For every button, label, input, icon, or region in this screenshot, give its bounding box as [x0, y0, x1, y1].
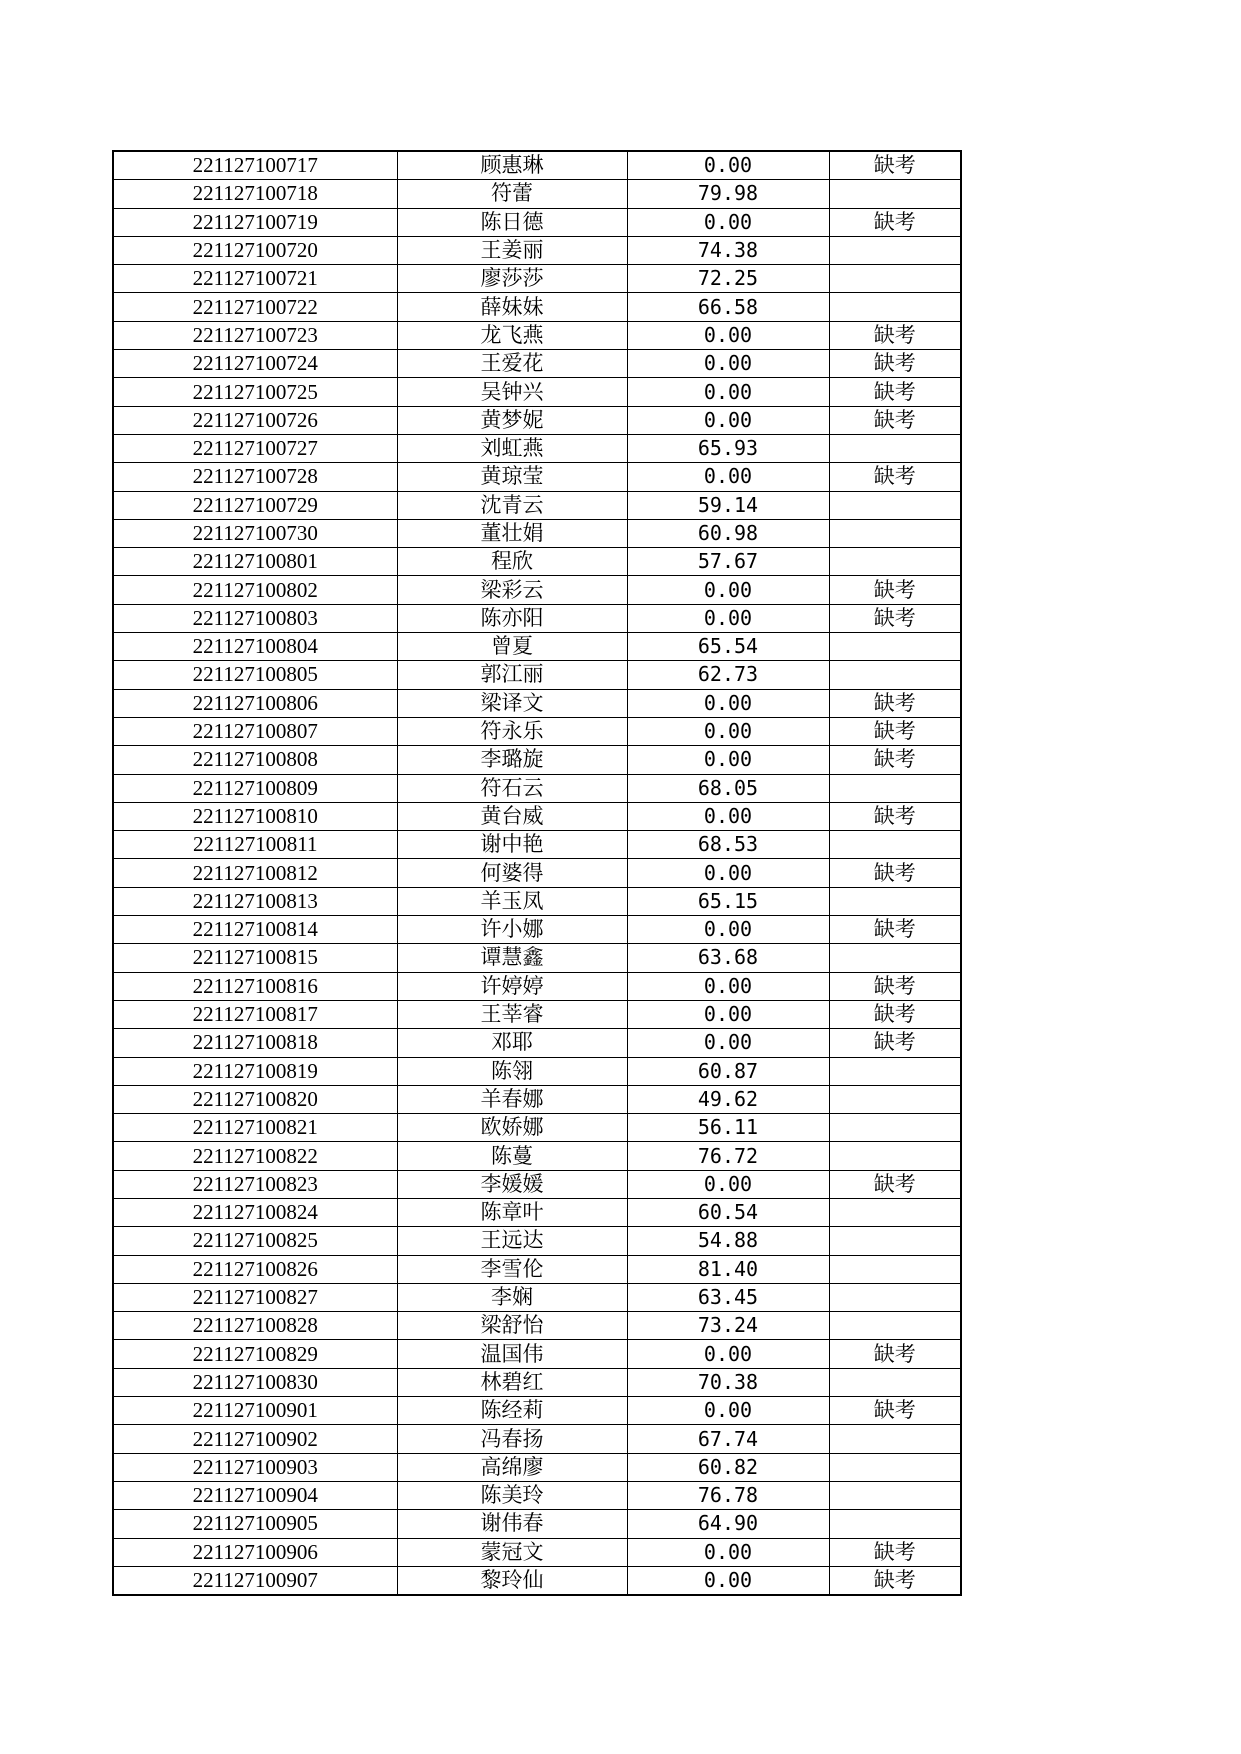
table-row — [113, 802, 961, 830]
candidate-id-cell: 221127100812 — [113, 859, 397, 887]
candidate-name-cell: 高绵廖 — [397, 1453, 627, 1481]
remark-cell — [829, 1255, 961, 1283]
table-row — [113, 1397, 961, 1425]
score-cell: 0.00 — [627, 859, 829, 887]
table-row — [113, 831, 961, 859]
candidate-id-cell: 221127100720 — [113, 236, 397, 264]
candidate-name-cell: 吴钟兴 — [397, 378, 627, 406]
candidate-id-cell: 221127100811 — [113, 831, 397, 859]
table-row — [113, 944, 961, 972]
candidate-id-cell: 221127100824 — [113, 1198, 397, 1226]
score-cell: 63.68 — [627, 944, 829, 972]
table-row — [113, 1481, 961, 1509]
remark-cell — [829, 661, 961, 689]
score-cell: 0.00 — [627, 916, 829, 944]
remark-cell — [829, 491, 961, 519]
remark-cell — [829, 1283, 961, 1311]
table-row — [113, 236, 961, 264]
candidate-name-cell: 符石云 — [397, 774, 627, 802]
candidate-id-cell: 221127100813 — [113, 887, 397, 915]
candidate-name-cell: 陈经莉 — [397, 1397, 627, 1425]
table-row — [113, 1340, 961, 1368]
remark-cell: 缺考 — [829, 463, 961, 491]
score-cell: 63.45 — [627, 1283, 829, 1311]
score-cell: 0.00 — [627, 802, 829, 830]
table-row — [113, 321, 961, 349]
candidate-id-cell: 221127100728 — [113, 463, 397, 491]
candidate-id-cell: 221127100727 — [113, 434, 397, 462]
score-cell: 60.54 — [627, 1198, 829, 1226]
score-cell: 70.38 — [627, 1368, 829, 1396]
table-row — [113, 293, 961, 321]
remark-cell: 缺考 — [829, 1340, 961, 1368]
candidate-name-cell: 曾夏 — [397, 633, 627, 661]
candidate-name-cell: 沈青云 — [397, 491, 627, 519]
score-cell: 0.00 — [627, 350, 829, 378]
candidate-name-cell: 龙飞燕 — [397, 321, 627, 349]
candidate-id-cell: 221127100722 — [113, 293, 397, 321]
score-cell: 0.00 — [627, 378, 829, 406]
candidate-id-cell: 221127100901 — [113, 1397, 397, 1425]
score-cell: 57.67 — [627, 548, 829, 576]
candidate-name-cell: 郭江丽 — [397, 661, 627, 689]
candidate-name-cell: 薛妹妹 — [397, 293, 627, 321]
remark-cell: 缺考 — [829, 208, 961, 236]
candidate-name-cell: 谢伟春 — [397, 1510, 627, 1538]
score-cell: 0.00 — [627, 1029, 829, 1057]
candidate-id-cell: 221127100718 — [113, 180, 397, 208]
candidate-name-cell: 廖莎莎 — [397, 265, 627, 293]
candidate-name-cell: 谢中艳 — [397, 831, 627, 859]
candidate-name-cell: 许小娜 — [397, 916, 627, 944]
table-row — [113, 1312, 961, 1340]
score-cell: 0.00 — [627, 1340, 829, 1368]
candidate-name-cell: 欧娇娜 — [397, 1114, 627, 1142]
remark-cell: 缺考 — [829, 576, 961, 604]
candidate-name-cell: 陈章叶 — [397, 1198, 627, 1226]
score-cell: 0.00 — [627, 604, 829, 632]
table-row — [113, 406, 961, 434]
score-cell: 65.15 — [627, 887, 829, 915]
remark-cell — [829, 1114, 961, 1142]
table-row — [113, 661, 961, 689]
remark-cell — [829, 633, 961, 661]
candidate-id-cell: 221127100820 — [113, 1085, 397, 1113]
candidate-name-cell: 陈亦阳 — [397, 604, 627, 632]
table-row — [113, 916, 961, 944]
candidate-name-cell: 黄琼莹 — [397, 463, 627, 491]
candidate-id-cell: 221127100807 — [113, 717, 397, 745]
candidate-name-cell: 陈翎 — [397, 1057, 627, 1085]
score-cell: 56.11 — [627, 1114, 829, 1142]
candidate-id-cell: 221127100814 — [113, 916, 397, 944]
candidate-id-cell: 221127100818 — [113, 1029, 397, 1057]
remark-cell: 缺考 — [829, 1029, 961, 1057]
score-cell: 65.54 — [627, 633, 829, 661]
candidate-id-cell: 221127100907 — [113, 1566, 397, 1595]
table-row — [113, 548, 961, 576]
candidate-id-cell: 221127100808 — [113, 746, 397, 774]
table-row — [113, 1170, 961, 1198]
score-cell: 0.00 — [627, 406, 829, 434]
score-cell: 0.00 — [627, 208, 829, 236]
candidate-id-cell: 221127100729 — [113, 491, 397, 519]
score-cell: 72.25 — [627, 265, 829, 293]
score-cell: 60.82 — [627, 1453, 829, 1481]
candidate-name-cell: 董壮娟 — [397, 519, 627, 547]
candidate-name-cell: 梁译文 — [397, 689, 627, 717]
remark-cell — [829, 1425, 961, 1453]
candidate-id-cell: 221127100717 — [113, 151, 397, 180]
score-cell: 62.73 — [627, 661, 829, 689]
remark-cell — [829, 265, 961, 293]
candidate-id-cell: 221127100725 — [113, 378, 397, 406]
table-row — [113, 151, 961, 180]
table-row — [113, 746, 961, 774]
candidate-id-cell: 221127100724 — [113, 350, 397, 378]
candidate-id-cell: 221127100802 — [113, 576, 397, 604]
table-row — [113, 1114, 961, 1142]
remark-cell: 缺考 — [829, 350, 961, 378]
table-row — [113, 208, 961, 236]
candidate-id-cell: 221127100805 — [113, 661, 397, 689]
score-cell: 68.05 — [627, 774, 829, 802]
table-row — [113, 1227, 961, 1255]
candidate-id-cell: 221127100730 — [113, 519, 397, 547]
remark-cell: 缺考 — [829, 746, 961, 774]
score-cell: 64.90 — [627, 1510, 829, 1538]
score-cell: 73.24 — [627, 1312, 829, 1340]
remark-cell: 缺考 — [829, 859, 961, 887]
candidate-name-cell: 许婷婷 — [397, 972, 627, 1000]
table-row — [113, 774, 961, 802]
candidate-id-cell: 221127100809 — [113, 774, 397, 802]
candidate-name-cell: 蒙冠文 — [397, 1538, 627, 1566]
candidate-name-cell: 王远达 — [397, 1227, 627, 1255]
candidate-id-cell: 221127100904 — [113, 1481, 397, 1509]
table-row — [113, 1142, 961, 1170]
candidate-name-cell: 王莘睿 — [397, 1000, 627, 1028]
remark-cell — [829, 1142, 961, 1170]
table-row — [113, 434, 961, 462]
table-row — [113, 859, 961, 887]
remark-cell: 缺考 — [829, 972, 961, 1000]
table-row — [113, 689, 961, 717]
remark-cell — [829, 293, 961, 321]
remark-cell — [829, 519, 961, 547]
remark-cell — [829, 831, 961, 859]
remark-cell — [829, 548, 961, 576]
table-row — [113, 1566, 961, 1595]
remark-cell — [829, 434, 961, 462]
candidate-id-cell: 221127100902 — [113, 1425, 397, 1453]
table-row — [113, 1510, 961, 1538]
remark-cell — [829, 944, 961, 972]
candidate-id-cell: 221127100721 — [113, 265, 397, 293]
remark-cell: 缺考 — [829, 1170, 961, 1198]
candidate-id-cell: 221127100830 — [113, 1368, 397, 1396]
candidate-name-cell: 李璐旋 — [397, 746, 627, 774]
score-table — [112, 150, 962, 1596]
candidate-id-cell: 221127100827 — [113, 1283, 397, 1311]
remark-cell — [829, 236, 961, 264]
remark-cell: 缺考 — [829, 1397, 961, 1425]
candidate-name-cell: 羊春娜 — [397, 1085, 627, 1113]
score-cell: 60.98 — [627, 519, 829, 547]
candidate-id-cell: 221127100806 — [113, 689, 397, 717]
candidate-id-cell: 221127100905 — [113, 1510, 397, 1538]
score-table-body — [113, 151, 961, 1595]
score-cell: 68.53 — [627, 831, 829, 859]
remark-cell: 缺考 — [829, 916, 961, 944]
candidate-name-cell: 符蕾 — [397, 180, 627, 208]
remark-cell: 缺考 — [829, 378, 961, 406]
remark-cell: 缺考 — [829, 1538, 961, 1566]
candidate-name-cell: 李娴 — [397, 1283, 627, 1311]
candidate-name-cell: 羊玉凤 — [397, 887, 627, 915]
candidate-id-cell: 221127100801 — [113, 548, 397, 576]
candidate-name-cell: 李雪伦 — [397, 1255, 627, 1283]
candidate-id-cell: 221127100821 — [113, 1114, 397, 1142]
table-row — [113, 350, 961, 378]
table-row — [113, 378, 961, 406]
score-cell: 0.00 — [627, 689, 829, 717]
remark-cell — [829, 1085, 961, 1113]
candidate-name-cell: 温国伟 — [397, 1340, 627, 1368]
candidate-id-cell: 221127100819 — [113, 1057, 397, 1085]
table-row — [113, 633, 961, 661]
table-row — [113, 265, 961, 293]
table-row — [113, 519, 961, 547]
table-row — [113, 972, 961, 1000]
remark-cell: 缺考 — [829, 717, 961, 745]
candidate-name-cell: 黄梦妮 — [397, 406, 627, 434]
table-row — [113, 491, 961, 519]
remark-cell: 缺考 — [829, 151, 961, 180]
table-row — [113, 1000, 961, 1028]
candidate-name-cell: 刘虹燕 — [397, 434, 627, 462]
remark-cell: 缺考 — [829, 321, 961, 349]
remark-cell — [829, 1227, 961, 1255]
table-row — [113, 1538, 961, 1566]
score-cell: 0.00 — [627, 463, 829, 491]
score-cell: 0.00 — [627, 746, 829, 774]
score-cell: 66.58 — [627, 293, 829, 321]
score-cell: 74.38 — [627, 236, 829, 264]
candidate-name-cell: 陈日德 — [397, 208, 627, 236]
score-cell: 0.00 — [627, 1566, 829, 1595]
score-cell: 0.00 — [627, 717, 829, 745]
candidate-name-cell: 梁彩云 — [397, 576, 627, 604]
table-row — [113, 1198, 961, 1226]
score-cell: 67.74 — [627, 1425, 829, 1453]
table-row — [113, 1283, 961, 1311]
score-cell: 0.00 — [627, 1538, 829, 1566]
score-cell: 60.87 — [627, 1057, 829, 1085]
table-row — [113, 887, 961, 915]
score-cell: 81.40 — [627, 1255, 829, 1283]
candidate-name-cell: 黎玲仙 — [397, 1566, 627, 1595]
score-cell: 0.00 — [627, 1397, 829, 1425]
table-row — [113, 1368, 961, 1396]
table-row — [113, 1453, 961, 1481]
score-cell: 0.00 — [627, 972, 829, 1000]
score-cell: 0.00 — [627, 1170, 829, 1198]
candidate-name-cell: 梁舒怡 — [397, 1312, 627, 1340]
remark-cell — [829, 887, 961, 915]
candidate-name-cell: 李媛媛 — [397, 1170, 627, 1198]
candidate-id-cell: 221127100828 — [113, 1312, 397, 1340]
table-row — [113, 463, 961, 491]
candidate-id-cell: 221127100829 — [113, 1340, 397, 1368]
table-row — [113, 1255, 961, 1283]
score-cell: 0.00 — [627, 576, 829, 604]
candidate-id-cell: 221127100815 — [113, 944, 397, 972]
remark-cell: 缺考 — [829, 1000, 961, 1028]
candidate-id-cell: 221127100726 — [113, 406, 397, 434]
candidate-name-cell: 陈美玲 — [397, 1481, 627, 1509]
table-row — [113, 1029, 961, 1057]
remark-cell: 缺考 — [829, 604, 961, 632]
remark-cell — [829, 774, 961, 802]
candidate-id-cell: 221127100719 — [113, 208, 397, 236]
score-cell: 49.62 — [627, 1085, 829, 1113]
candidate-id-cell: 221127100816 — [113, 972, 397, 1000]
remark-cell: 缺考 — [829, 689, 961, 717]
table-row — [113, 180, 961, 208]
candidate-id-cell: 221127100903 — [113, 1453, 397, 1481]
candidate-name-cell: 程欣 — [397, 548, 627, 576]
table-row — [113, 604, 961, 632]
candidate-name-cell: 谭慧鑫 — [397, 944, 627, 972]
candidate-id-cell: 221127100906 — [113, 1538, 397, 1566]
score-cell: 79.98 — [627, 180, 829, 208]
candidate-name-cell: 邓耶 — [397, 1029, 627, 1057]
score-cell: 65.93 — [627, 434, 829, 462]
remark-cell: 缺考 — [829, 406, 961, 434]
remark-cell: 缺考 — [829, 802, 961, 830]
candidate-id-cell: 221127100803 — [113, 604, 397, 632]
score-cell: 76.78 — [627, 1481, 829, 1509]
remark-cell — [829, 1312, 961, 1340]
candidate-id-cell: 221127100817 — [113, 1000, 397, 1028]
score-cell: 59.14 — [627, 491, 829, 519]
remark-cell — [829, 1198, 961, 1226]
table-row — [113, 1085, 961, 1113]
remark-cell — [829, 1481, 961, 1509]
remark-cell — [829, 1510, 961, 1538]
candidate-name-cell: 王爱花 — [397, 350, 627, 378]
table-row — [113, 576, 961, 604]
candidate-name-cell: 林碧红 — [397, 1368, 627, 1396]
candidate-id-cell: 221127100823 — [113, 1170, 397, 1198]
score-cell: 0.00 — [627, 1000, 829, 1028]
score-cell: 0.00 — [627, 151, 829, 180]
remark-cell — [829, 1453, 961, 1481]
candidate-id-cell: 221127100804 — [113, 633, 397, 661]
score-cell: 54.88 — [627, 1227, 829, 1255]
table-row — [113, 1425, 961, 1453]
candidate-name-cell: 顾惠琳 — [397, 151, 627, 180]
remark-cell — [829, 1057, 961, 1085]
remark-cell — [829, 1368, 961, 1396]
candidate-name-cell: 陈蔓 — [397, 1142, 627, 1170]
candidate-name-cell: 何婆得 — [397, 859, 627, 887]
candidate-name-cell: 冯春扬 — [397, 1425, 627, 1453]
score-cell: 0.00 — [627, 321, 829, 349]
score-cell: 76.72 — [627, 1142, 829, 1170]
candidate-id-cell: 221127100810 — [113, 802, 397, 830]
table-row — [113, 1057, 961, 1085]
candidate-id-cell: 221127100826 — [113, 1255, 397, 1283]
remark-cell — [829, 180, 961, 208]
candidate-name-cell: 符永乐 — [397, 717, 627, 745]
candidate-id-cell: 221127100825 — [113, 1227, 397, 1255]
candidate-id-cell: 221127100723 — [113, 321, 397, 349]
candidate-name-cell: 王姜丽 — [397, 236, 627, 264]
table-row — [113, 717, 961, 745]
candidate-id-cell: 221127100822 — [113, 1142, 397, 1170]
candidate-name-cell: 黄台威 — [397, 802, 627, 830]
remark-cell: 缺考 — [829, 1566, 961, 1595]
